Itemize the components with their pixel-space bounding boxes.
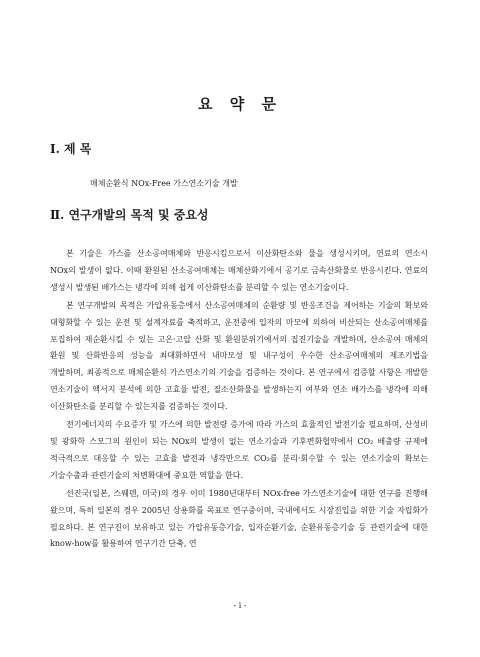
project-subject: 매체순환식 NOx-Free 가스연소기술 개발 — [90, 179, 238, 188]
paragraph-1: 본 기술은 가스를 산소공여매체와 반응시킴으로서 이산화탄소와 물을 생성시키며, 연료의 연소시 NOx의 발생이 없다. 이때 환원된 산소공여매체는 매체산화기에서 공기로 금속산화물로 반응시킨다. 연료의 생성시 발생된 배가스는 냉각에 의해 쉽게 이산화탄소를 분리할 수 있는 연소기술이다. — [50, 249, 428, 292]
page-number: - i - — [233, 601, 247, 610]
section-2-body — [50, 246, 428, 554]
paragraph-3: 전기에너지의 수요증가 및 가스에 의한 발전량 증가에 따라 가스의 효율적인 발전기술 필요하며, 산성비 및 광화학 스모그의 원인이 되는 NOx의 발생이 없는 연소기술과 기후변화협약에서 CO₂ 배출량 규제에 적극적으로 대응할 수 있는 고효율 발전과 냉각만으로 CO₂를 분리·회수할 수 있는 연소기술의 확보는 기술수출과 관련기술의 처변확대에 중요한 역할을 한다. — [50, 420, 428, 480]
paragraph-2: 본 연구개발의 목적은 가압유동층에서 산소공여매체의 순환량 및 반응조건을 제어하는 기술의 확보와 대형화할 수 있는 운전 및 설계자료를 축적하고, 운전중에 입자의 마모에 의하여 비산되는 산소공여매체를 포집하여 재순환시킬 수 있는 고온·고압 산화 및 환원분위기에서의 집진기술을 개발하며, 산소공여 매체의 환원 및 산화반응의 성능을 최대화하면서 내마모성 및 내구성이 우수한 산소공여매체의 제조기법을 개발하며, 최종적으로 매체순환식 가스연소기의 기술을 검증하는 것이다. 본 연구에서 검증할 사항은 개발한 연소기술이 액서지 분석에 의한 고효율 발전, 질소산화물을 발생하는지 여부와 연소 배가스를 냉각에 의해 이산화탄소를 분리할 수 있는지를 검증하는 것이다. — [50, 300, 428, 412]
page-title: 요 약 문 — [198, 95, 282, 113]
section-1-heading: I. 제 목 — [50, 142, 92, 156]
section-2-heading: Ⅱ. 연구개발의 목적 및 중요성 — [50, 208, 209, 222]
paragraph-4: 선진국(일본, 스웨덴, 미국)의 경우 이미 1980년대부터 NOx-free 가스연소기술에 대한 연구를 진행해 왔으며, 특히 일본의 경우 2005년 상용화를 목표로 연구중이며, 국내에서도 시장진입을 위한 기술 자립화가 필요하다. 본 연구진이 보유하고 있는 가압유동층기술, 입자순환기술, 순환유동층기술 등 관련기술에 대한 know-how를 활용하여 연구기간 단축, 연 — [50, 488, 428, 549]
